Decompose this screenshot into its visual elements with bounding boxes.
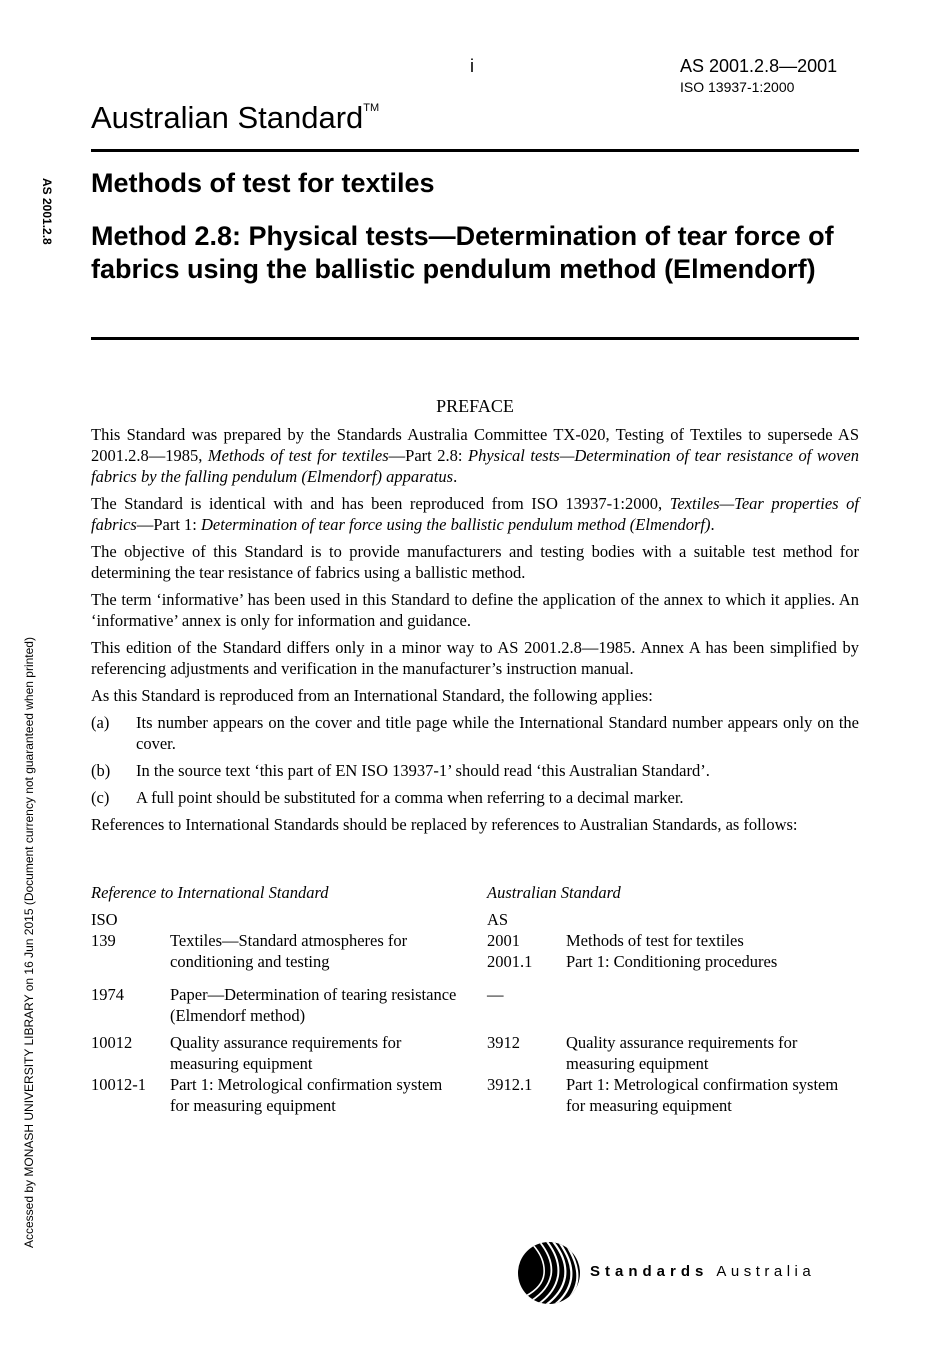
list-label: (b) — [91, 761, 111, 780]
text: —Part 2.8: — [388, 446, 469, 465]
brand-title — [91, 100, 379, 136]
table-row-iso-number: 10012 — [91, 1033, 133, 1052]
wordmark-australia: Australia — [716, 1263, 816, 1280]
iso-number: ISO 13937-1:2000 — [680, 79, 795, 95]
ref-left-heading: Reference to International Standard — [91, 883, 329, 902]
list-text: In the source text ‘this part of EN ISO 13937-1’ should read ‘this Australian Standard’. — [136, 761, 710, 780]
preface-paragraph-4: The term ‘informative’ has been used in this Standard to define the application of the annex to which it applies. An ‘informative’ annex is only for information and guidance. — [91, 590, 859, 630]
preface-heading: PREFACE — [436, 396, 514, 416]
list-item — [91, 760, 859, 781]
text: The Standard is identical with and has been reproduced from ISO 13937-1:2000, — [91, 494, 670, 513]
standards-australia-logo-icon — [517, 1241, 581, 1305]
list-text: A full point should be substituted for a comma when referring to a decimal marker. — [136, 788, 684, 807]
text: This Standard was prepared by the Standards Australia Committee TX-020, Testing of Textiles to supersede AS 2001.2.8—1985, — [91, 425, 859, 465]
ref-right-heading: Australian Standard — [487, 883, 621, 902]
table-row-iso-title: Quality assurance requirements for measuring equipment — [170, 1033, 402, 1073]
list-label: (a) — [91, 713, 110, 732]
side-standard-code: AS 2001.2.8 — [40, 178, 54, 245]
preface-paragraph-1 — [91, 424, 859, 487]
table-row-iso-number: 1974 — [91, 985, 124, 1004]
table-row-iso-title: Textiles—Standard atmospheres for conditioning and testing — [170, 931, 408, 971]
text-italic: Methods of test for textiles — [207, 446, 389, 465]
ref-as-prefix: AS — [487, 910, 509, 929]
page-number: i — [470, 56, 474, 76]
standards-australia-wordmark — [590, 1263, 815, 1280]
preface-paragraph-3: The objective of this Standard is to provide manufacturers and testing bodies with a suitable test method for determining the tear resistance of fabrics using a ballistic method. — [91, 542, 859, 582]
table-row-iso-number: 10012-1 — [91, 1075, 146, 1094]
table-row-iso-title: Paper—Determination of tearing resistance (Elmendorf method) — [170, 985, 457, 1025]
list-item — [91, 787, 859, 808]
standard-number: AS 2001.2.8—2001 — [680, 56, 838, 76]
wordmark-standards: Standards — [590, 1263, 709, 1280]
access-notice: Accessed by MONASH UNIVERSITY LIBRARY on 16 Jun 2015 (Document currency not guaranteed when printed) — [22, 637, 36, 1248]
ref-iso-prefix: ISO — [91, 910, 118, 929]
text-italic: Physical tests—Determination of tear resistance of woven fabrics by the falling pendulum (Elmendorf) apparatus — [91, 446, 860, 486]
text: —Part 1: — [136, 515, 202, 534]
text-italic: Textiles—Tear properties of fabrics — [91, 494, 859, 534]
table-row-iso-number: 139 — [91, 931, 116, 950]
table-row-as-number: 3912 — [487, 1033, 520, 1052]
table-row-as-title: Methods of test for textiles Part 1: Conditioning procedures — [566, 931, 778, 971]
table-row-as-number: 2001 2001.1 — [487, 931, 533, 971]
text-italic: Determination of tear force using the ballistic pendulum method (Elmendorf) — [201, 515, 711, 534]
table-row-as-number: 3912.1 — [487, 1075, 533, 1094]
preface-paragraph-2 — [91, 493, 859, 535]
table-row-as-title: Part 1: Metrological confirmation system for measuring equipment — [566, 1075, 839, 1115]
preface-paragraph-6: As this Standard is reproduced from an International Standard, the following applies: — [91, 686, 653, 705]
preface-paragraph-7: References to International Standards should be replaced by references to Australian Standards, as follows: — [91, 815, 798, 834]
method-title: Method 2.8: Physical tests—Determination of tear force of fabrics using the ballistic pendulum method (Elmendorf) — [91, 221, 834, 284]
trademark: TM — [363, 101, 380, 114]
table-row-as-title: Quality assurance requirements for measuring equipment — [566, 1033, 798, 1073]
list-text: Its number appears on the cover and title page while the International Standard number appears only on the cover. — [136, 713, 859, 753]
title-rule — [91, 337, 859, 340]
top-rule — [91, 149, 859, 152]
list-item — [91, 712, 859, 754]
table-row-as-number: — — [487, 985, 504, 1004]
text: . — [453, 467, 458, 486]
table-row-iso-title: Part 1: Metrological confirmation system for measuring equipment — [170, 1075, 443, 1115]
text: . — [710, 515, 715, 534]
preface-paragraph-5: This edition of the Standard differs only in a minor way to AS 2001.2.8—1985. Annex A has been simplified by referencing adjustments and verification in the manufacturer’s instruction manual. — [91, 638, 859, 678]
list-label: (c) — [91, 788, 110, 807]
document-title: Methods of test for textiles — [91, 168, 435, 198]
preface-body — [91, 424, 859, 841]
brand-text: Australian Standard — [91, 100, 364, 135]
